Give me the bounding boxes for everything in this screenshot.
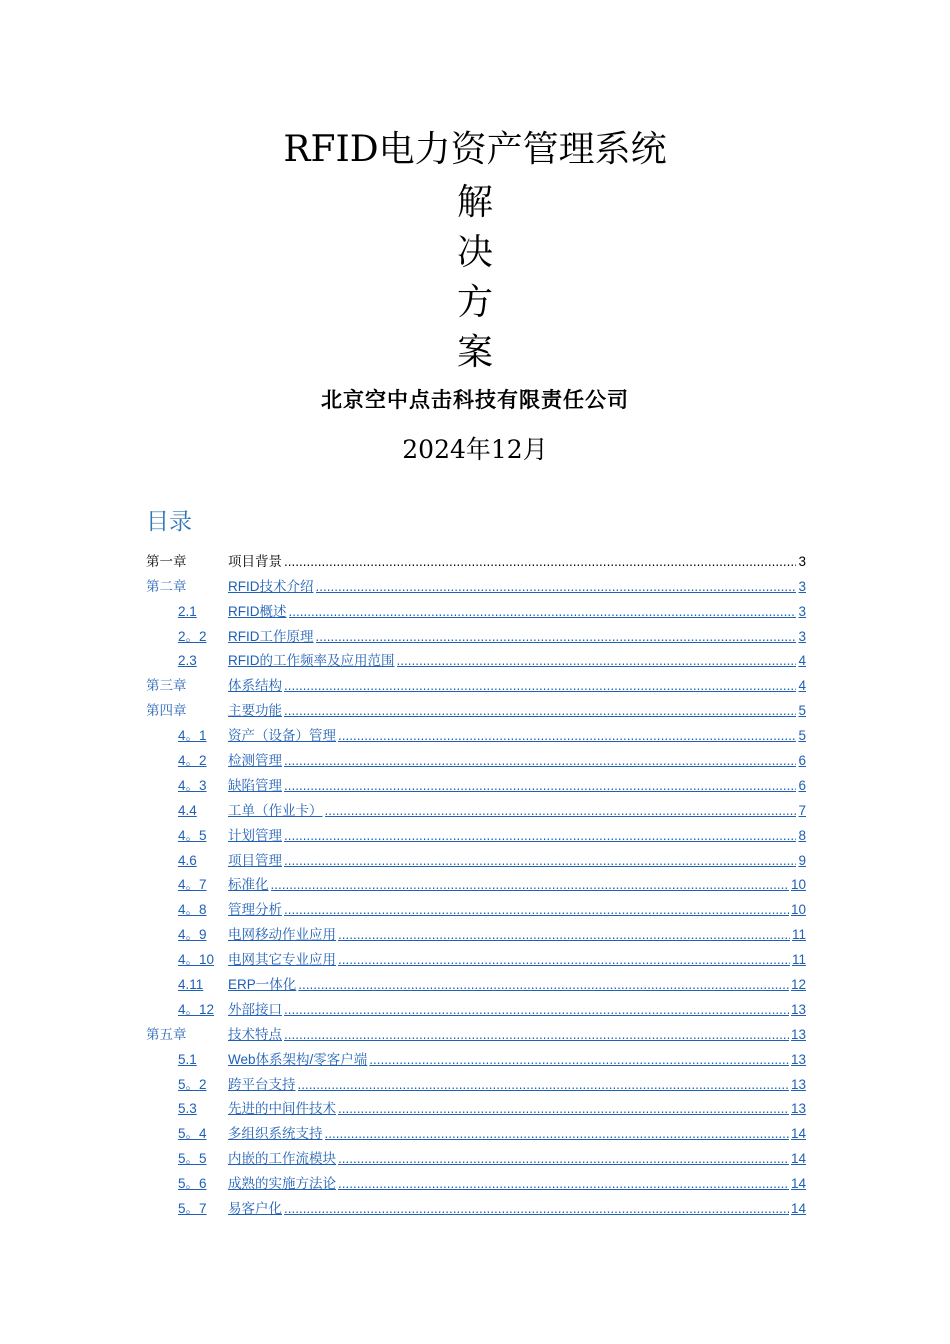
title-char-jie: 解 [456,182,493,223]
title-char-jue: 决 [456,232,493,273]
toc-entry-title: 跨平台支持 [228,1076,296,1092]
toc-entry[interactable] [146,744,806,769]
toc-entry-page: 8 [798,827,806,843]
toc-entry[interactable] [146,943,806,968]
toc-dot-leader [369,1051,789,1068]
toc-entry-number: 4。1 [178,728,207,744]
toc-entry-title: 内嵌的工作流模块 [228,1151,336,1167]
toc-entry-number: 4。5 [178,827,207,843]
toc-entry-number: 5.3 [178,1101,197,1117]
toc-entry[interactable] [146,819,806,844]
toc-entry-number: 4.11 [178,977,204,993]
toc-entry-page: 9 [798,852,806,868]
toc-entry-title: 成熟的实施方法论 [228,1176,336,1192]
toc-dot-leader [338,1100,789,1117]
toc-entry-number: 第四章 [146,703,187,719]
toc-entry-page: 3 [798,578,806,594]
toc-dot-leader [284,777,796,794]
toc-entry-number: 2.3 [178,653,197,669]
toc-entry-title: RFID概述 [228,603,287,619]
toc-entry-title: RFID的工作频率及应用范围 [228,653,395,669]
toc-dot-leader [284,702,796,719]
toc-entry-title: 工单（作业卡） [228,802,323,818]
toc-entry-title: 标准化 [228,877,269,893]
toc-entry-page: 13 [790,1001,806,1017]
company-name: 北京空中点击科技有限责任公司 [321,388,629,412]
toc-entry[interactable] [146,1043,806,1068]
toc-entry-title: 资产（设备）管理 [228,728,336,744]
toc-entry-title: 电网移动作业应用 [228,927,336,943]
toc-entry-number: 4.4 [178,802,197,818]
toc-entry-number: 第五章 [146,1026,187,1042]
toc-entry-title: 主要功能 [228,703,282,719]
toc-entry-number: 4。7 [178,877,207,893]
toc-dot-leader [284,1200,789,1217]
toc-entry-number: 2。2 [178,628,207,644]
toc-entry-page: 10 [790,902,806,918]
toc-dot-leader [284,1001,789,1018]
toc-entry-title: 检测管理 [228,753,282,769]
toc-entry-number: 5。4 [178,1126,207,1142]
toc-entry-page: 4 [798,678,806,694]
toc-entry-page: 12 [790,977,806,993]
toc-entry[interactable] [146,993,806,1018]
toc-entry-number: 4。3 [178,777,207,793]
toc-entry-number: 5。7 [178,1201,207,1217]
toc-entry-number: 4。12 [178,1001,215,1017]
toc-entry-title: ERP一体化 [228,977,297,993]
toc-entry-page: 5 [798,703,806,719]
toc-entry-title: 计划管理 [228,827,282,843]
toc-entry[interactable] [146,620,806,645]
toc-entry[interactable] [146,1068,806,1093]
toc-dot-leader [298,976,789,993]
toc-entry-title: 项目管理 [228,852,282,868]
toc-dot-leader [325,802,797,819]
toc-entry-page: 6 [798,777,806,793]
toc-entry-title: Web体系架构/零客户端 [228,1051,368,1067]
toc-entry-number: 第二章 [146,578,187,594]
toc-entry-title: 多组织系统支持 [228,1126,323,1142]
toc-dot-leader [298,1076,789,1093]
toc-entry-number: 5。2 [178,1076,207,1092]
toc-entry-page: 13 [790,1101,806,1117]
table-of-contents [146,545,806,1217]
toc-dot-leader [316,578,797,595]
toc-dot-leader [325,1125,789,1142]
toc-dot-leader [338,1175,789,1192]
toc-entry-title: RFID技术介绍 [228,578,314,594]
toc-entry [146,545,806,570]
toc-entry-title: RFID工作原理 [228,628,314,644]
toc-dot-leader [289,603,797,620]
toc-dot-leader [284,827,796,844]
toc-entry[interactable] [146,1192,806,1217]
toc-heading: 目录 [146,509,192,535]
toc-entry-page: 3 [798,553,806,569]
toc-entry-number: 4。8 [178,902,207,918]
toc-entry-page: 14 [790,1176,806,1192]
toc-dot-leader [338,727,796,744]
toc-entry[interactable] [146,694,806,719]
toc-dot-leader [284,553,796,570]
toc-entry-number: 第三章 [146,678,187,694]
toc-dot-leader [271,876,789,893]
toc-entry-page: 5 [798,728,806,744]
toc-entry-page: 13 [790,1076,806,1092]
toc-entry[interactable] [146,1018,806,1043]
document-date: 2024年12月 [402,435,548,464]
toc-entry-title: 技术特点 [228,1026,282,1042]
toc-entry[interactable] [146,1117,806,1142]
toc-entry-page: 6 [798,753,806,769]
toc-entry-title: 先进的中间件技术 [228,1101,336,1117]
toc-entry[interactable] [146,1142,806,1167]
toc-entry-page: 10 [790,877,806,893]
toc-dot-leader [284,677,796,694]
toc-entry-title: 外部接口 [228,1001,282,1017]
toc-dot-leader [316,628,797,645]
toc-entry[interactable] [146,669,806,694]
toc-entry[interactable] [146,570,806,595]
toc-entry[interactable] [146,769,806,794]
toc-entry[interactable] [146,869,806,894]
toc-entry-page: 14 [790,1126,806,1142]
toc-entry[interactable] [146,645,806,670]
toc-dot-leader [284,852,796,869]
toc-entry-title: 体系结构 [228,678,282,694]
toc-entry[interactable] [146,918,806,943]
toc-entry-page: 3 [798,603,806,619]
toc-entry[interactable] [146,1093,806,1118]
toc-entry-number: 5。6 [178,1176,207,1192]
toc-entry-title: 项目背景 [228,553,282,569]
toc-entry[interactable] [146,719,806,744]
toc-entry-number: 2.1 [178,603,197,619]
toc-dot-leader [338,951,790,968]
toc-entry-number: 4。9 [178,927,207,943]
toc-entry[interactable] [146,893,806,918]
toc-entry[interactable] [146,1167,806,1192]
toc-entry-number: 4。10 [178,952,215,968]
toc-entry[interactable] [146,968,806,993]
toc-entry-page: 14 [790,1151,806,1167]
toc-dot-leader [284,1026,789,1043]
toc-entry-number: 5.1 [178,1051,197,1067]
toc-entry[interactable] [146,595,806,620]
toc-entry-number: 4。2 [178,753,207,769]
toc-entry-page: 7 [798,802,806,818]
title-char-an: 案 [456,332,493,373]
toc-entry-page: 13 [790,1026,806,1042]
toc-entry-page: 4 [798,653,806,669]
toc-entry[interactable] [146,844,806,869]
toc-dot-leader [338,1150,789,1167]
toc-entry-number: 5。5 [178,1151,207,1167]
toc-entry-number: 第一章 [146,553,187,569]
toc-entry-number: 4.6 [178,852,197,868]
toc-entry[interactable] [146,794,806,819]
document-title: RFID电力资产管理系统 [283,129,667,170]
toc-entry-title: 易客户化 [228,1201,282,1217]
toc-entry-page: 11 [791,927,806,943]
toc-entry-page: 11 [791,952,806,968]
toc-entry-page: 3 [798,628,806,644]
toc-dot-leader [338,926,790,943]
toc-dot-leader [284,752,796,769]
toc-entry-title: 缺陷管理 [228,777,282,793]
toc-dot-leader [284,901,789,918]
title-char-fang: 方 [456,282,493,323]
toc-dot-leader [397,652,797,669]
toc-entry-page: 14 [790,1201,806,1217]
toc-entry-title: 管理分析 [228,902,282,918]
toc-entry-page: 13 [790,1051,806,1067]
toc-entry-title: 电网其它专业应用 [228,952,336,968]
